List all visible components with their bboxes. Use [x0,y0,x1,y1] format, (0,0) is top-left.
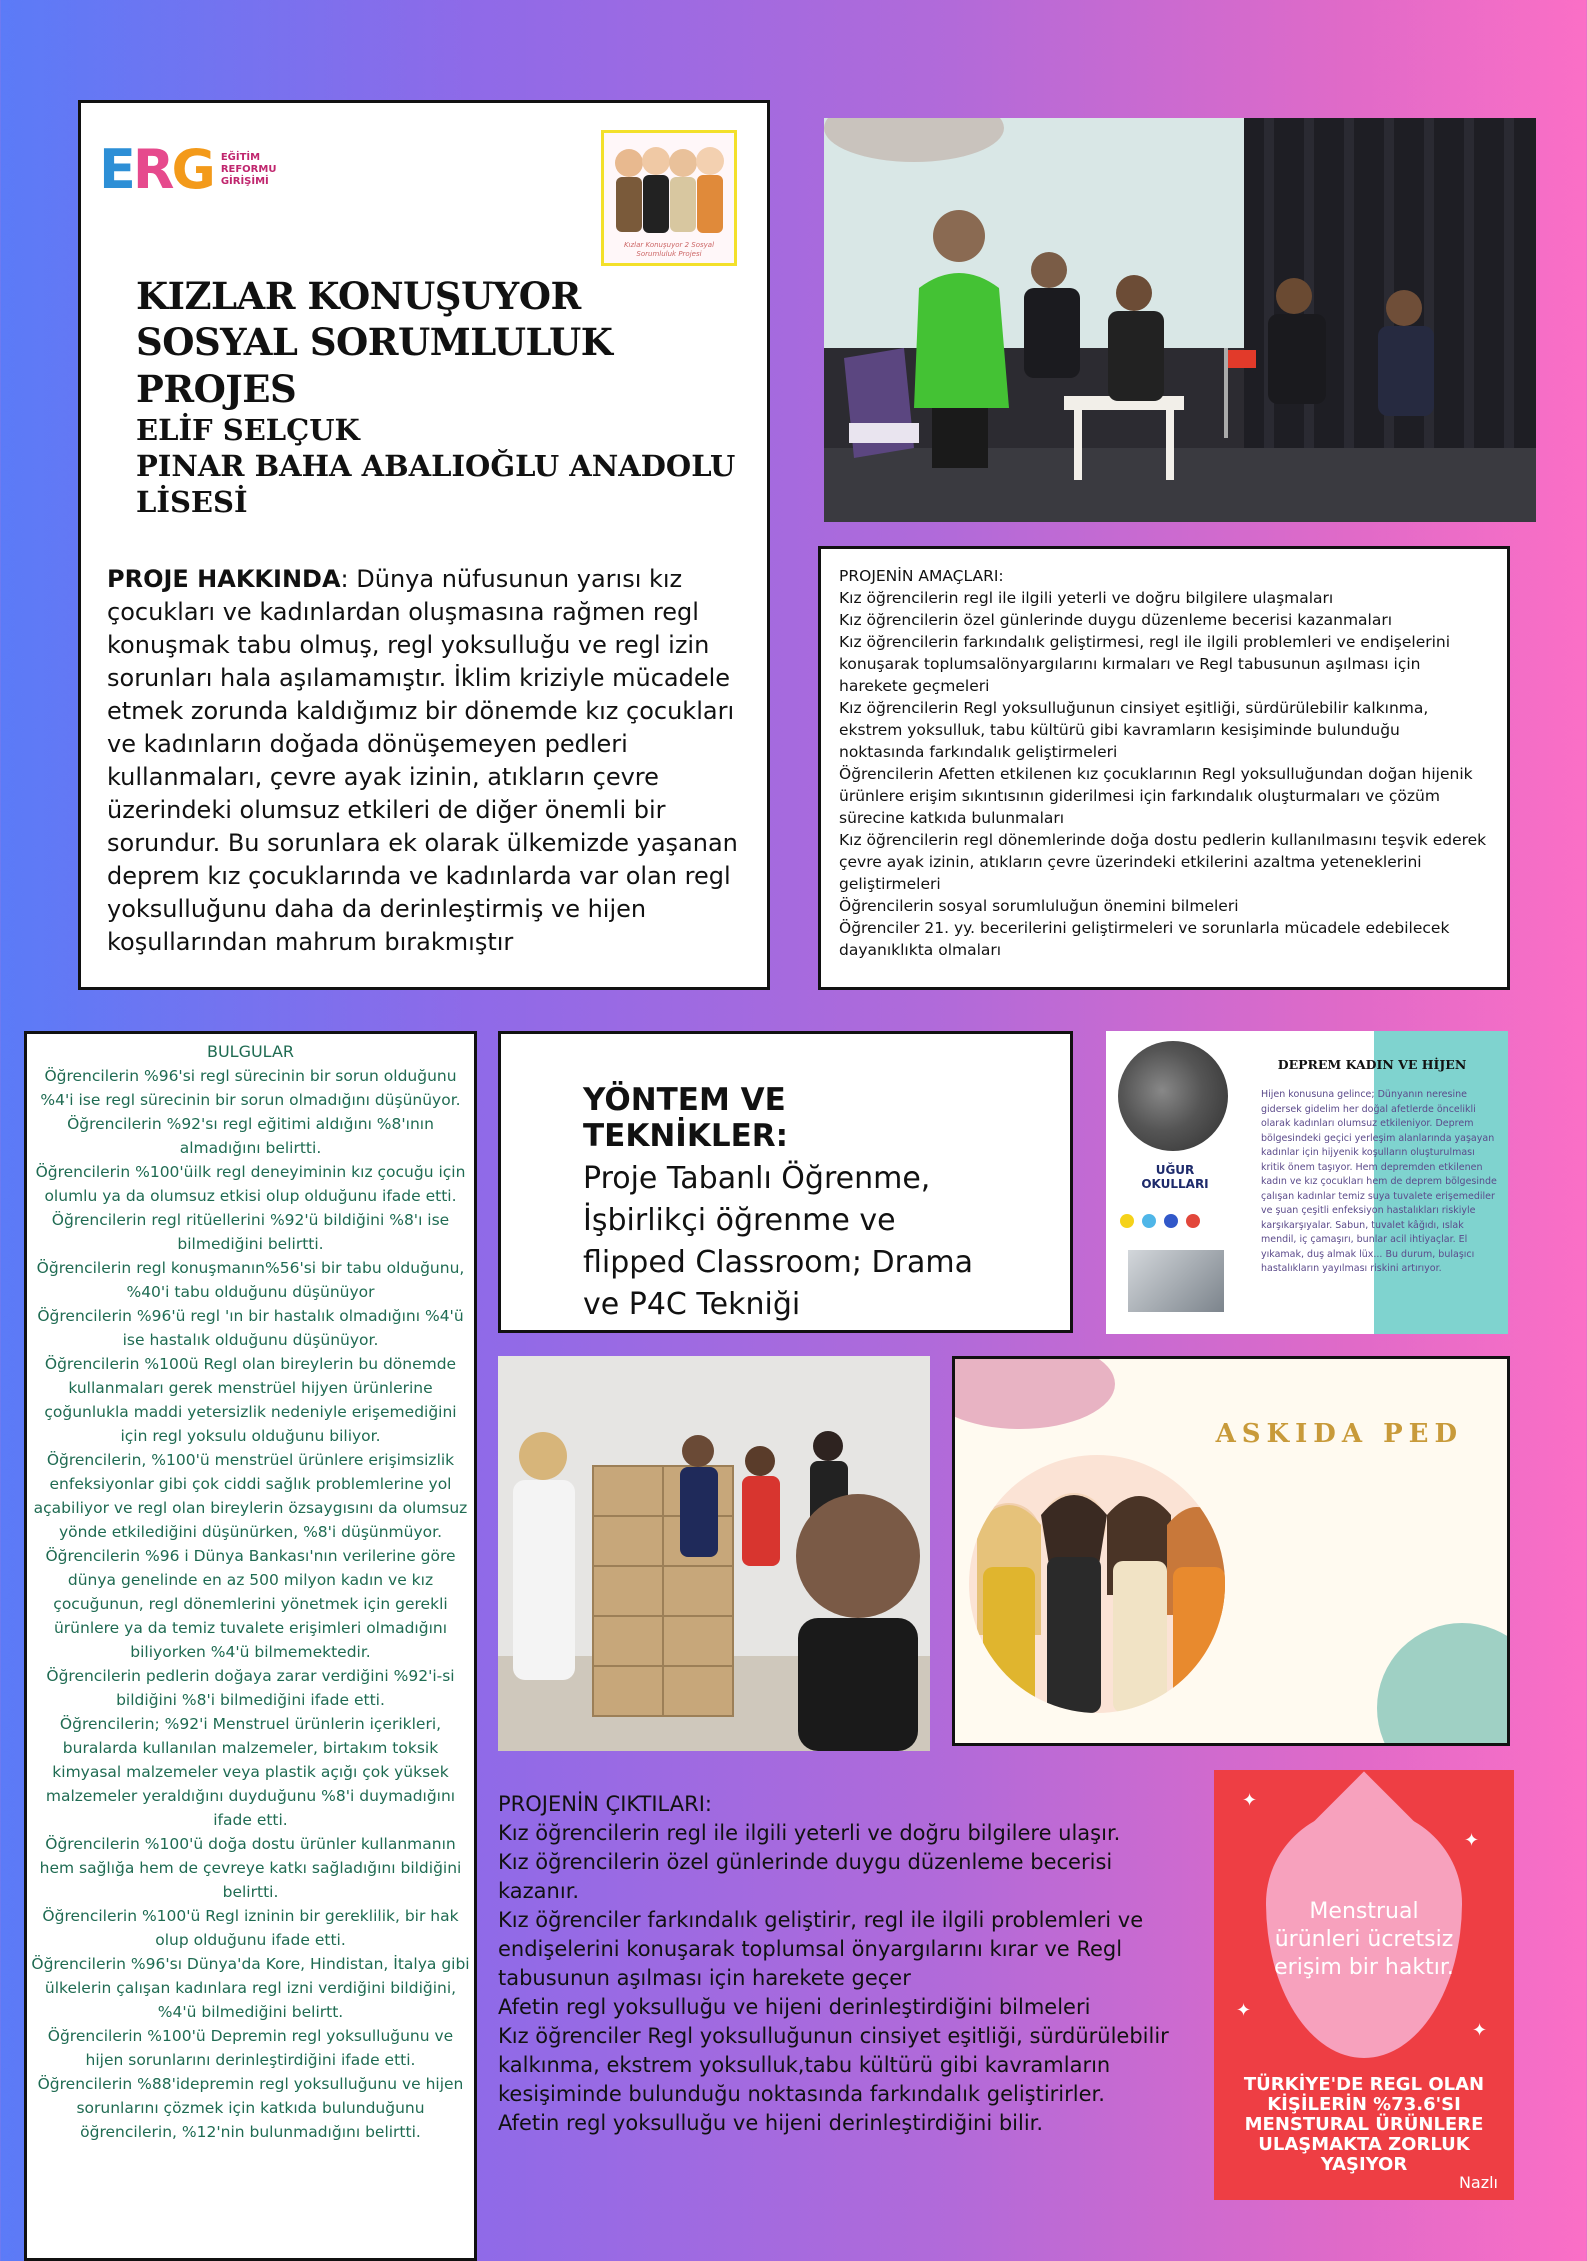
badge-caption: Kızlar Konuşuyor 2 Sosyal Sorumluluk Projesi [623,241,715,258]
output-item: Kız öğrenciler farkındalık geliştirir, regl ile ilgili problemleri ve endişelerini konuşarak toplumsal önyargılarını kırar ve Regl tabusunun aşılması için harekete geçer [498,1908,1144,1990]
project-subtitle: SOSYAL SORUMLULUK PROJES [136,320,613,411]
author-name: ELİF SELÇUK [136,412,360,447]
finding-item: Öğrencilerin %100'ü Depremin regl yoksulluğunu ve hijen sorunlarını derinleştirdiğini ifade etti. [47,2027,454,2069]
objective-item: Öğrenciler 21. yy. becerilerini geliştirmeleri ve sorunlarla mücadele edebilecek dayanıklıkta olmaları [839,919,1450,959]
slide-title: DEPREM KADIN VE HİJEN [1277,1057,1467,1072]
outputs-title: PROJENİN ÇIKTILARI: [498,1792,712,1816]
hygiene-slide [1106,1031,1508,1334]
outputs-section [498,1790,1170,2138]
group-photo-image [498,1356,930,1751]
finding-item: Öğrencilerin %92'sı regl eğitimi aldığını %8'ının almadığını belirtti. [67,1115,434,1157]
slide-body: Hijen konusuna gelince; Dünyanın neresine gidersek gidelim her doğal afetlerde öncelikli olarak kadınları olumsuz etkileniyor. Deprem bölgesindeki geçici yerleşim alanlarında yaşayan kadınlar için hijyenik koşulların oluşturulması kritik önem taşıyor. Hem depremden etkilenen kadın ve kız çocukları hem de deprem bölgesinde çalışan kadınlar temiz suya tuvalete erişemediler ve şuan çeşitli enfeksiyon hastalıkları riskiyle karşıkarşıyalar. Sabun, tuvalet kâğıdı, ıslak mendil, iç çamaşırı, bunlar acil ihtiyaçlar. El yıkamak, duş almak lüx... Bu durum, bulaşıcı hastalıkların yayılması riskini artırıyor. [1261,1089,1497,1274]
project-badge [601,130,737,266]
finding-item: Öğrencilerin; %92'i Menstruel ürünlerin içerikleri, buralarda kullanılan malzemeler, birtakım toksik kimyasal malzemeler veya plastik açığı çok yüksek malzemeler yeraldığını duyduğunu %8'i duymadığını ifade etti. [45,1715,456,1829]
finding-item: Öğrencilerin pedlerin doğaya zarar verdiğini %92'i-si bildiğini %8'i bilmediğini ifade etti. [46,1667,455,1709]
objective-item: Öğrencilerin sosyal sorumluluğun önemini bilmeleri [839,897,1239,915]
finding-item: Öğrencilerin %88'idepremin regl yoksulluğunu ve hijen sorunlarını çözmek için katkıda bulunduğunu öğrencilerin, %12'nin bulunmadığını belirtti. [37,2075,464,2141]
erg-tagline: EĞİTİM REFORMU GİRİŞİMİ [220,152,277,187]
sparkle-icon: ✦ [1464,1830,1480,1851]
poster-message: Menstrual ürünleri ücretsiz erişim bir haktır. [1274,1899,1454,1980]
output-item: Kız öğrencilerin özel günlerinde duygu düzenleme becerisi kazanır. [498,1850,1113,1903]
objective-item: Kız öğrencilerin özel günlerinde duygu düzenleme becerisi kazanmaları [839,611,1393,629]
methods-card [498,1031,1073,1333]
sparkle-icon: ✦ [1472,2020,1488,2041]
color-dots [1120,1214,1200,1228]
objectives-title: PROJENİN AMAÇLARI: [839,567,1004,585]
stage-photo [824,118,1536,522]
dot-icon [1186,1214,1200,1228]
finding-item: Öğrencilerin %96 i Dünya Bankası'nın verilerine göre dünya genelinde en az 500 milyon kadın ve kız çocuğunun, regl dönemlerini yönetmek için gerekli ürünlere ya da temiz tuvalete erişimleri olmadığını biliyorken %4'ü bilmemektedir. [45,1547,456,1661]
finding-item: Öğrencilerin %100'üilk regl deneyiminin kız çocuğu için olumlu ya da olumsuz etkisi olup olduğunu ifade etti. [35,1163,466,1205]
askida-ped-card [952,1356,1510,1746]
methods-title: YÖNTEM VE TEKNİKLER: [583,1082,789,1154]
askida-title: ASKIDA PED [1215,1419,1463,1449]
finding-item: Öğrencilerin regl ritüellerini %92'ü bildiğini %8'ı ise bilmediğini belirtti. [51,1211,450,1253]
objective-item: Öğrencilerin Afetten etkilenen kız çocuklarının Regl yoksulluğundan doğan hijenik ürünlere erişim sıkıntısının giderilmesi için farkındalık oluşturmaları ve çözüm sürecine katkıda bulunmaları [839,765,1473,827]
dot-icon [1142,1214,1156,1228]
findings-card [24,1031,477,2261]
school-logo-label: UĞUR OKULLARI [1141,1163,1209,1191]
about-text: : Dünya nüfusunun yarısı kız çocukları ve kadınlardan oluşmasına rağmen regl konuşmak tabu olmuş, regl yoksulluğu ve regl izin sorunları hala aşılamamıştır. İklim kriziyle mücadele etmek zorunda kaldığımız bir dönemde kız çocukları ve kadınların doğada dönüşemeyen pedleri kullanmaları, çevre ayak izinin, atıkların çevre üzerindeki olumsuz etkileri de diğer önemli bir sorundur. Bu sorunlara ek olarak ülkemizde yaşanan deprem kız çocuklarında ve kadınlarda var olan regl yoksulluğunu daha da derinleştirmiş ve hijen koşullarından mahrum bırakmıştır [107,565,738,956]
finding-item: Öğrencilerin regl konuşmanın%56'si bir tabu olduğunu, %40'i tabu olduğunu düşünüyor [36,1259,465,1301]
stage-photo-image [824,118,1536,522]
sparkle-icon: ✦ [1242,1790,1258,1811]
header-card [78,100,770,990]
dot-icon [1164,1214,1178,1228]
objective-item: Kız öğrencilerin regl ile ilgili yeterli ve doğru bilgilere ulaşmaları [839,589,1334,607]
objective-item: Kız öğrencilerin Regl yoksulluğunun cinsiyet eşitliği, sürdürülebilir kalkınma, ekstrem yoksulluk, tabu kültürü gibi kavramların kesişiminde bulunduğu noktasında farkındalık geliştirmeleri [839,699,1429,761]
about-label: PROJE HAKKINDA [107,565,341,593]
erg-logo-mark: ERG [99,138,213,201]
findings-title: BULGULAR [206,1042,295,1061]
objective-item: Kız öğrencilerin farkındalık geliştirmesi, regl ile ilgili problemleri ve endişelerini konuşarak toplumsalönyargılarını kırmaları ve Regl tabusunun aşılması için harekete geçmeleri [839,633,1451,695]
finding-item: Öğrencilerin %100'ü doğa dostu ürünler kullanmanın hem sağlığa hem de çevreye katkı sağladığını bildiğini belirtti. [39,1835,462,1901]
poster-statistic: TÜRKİYE'DE REGL OLAN KİŞİLERİN %73.6'SI MENSTURAL ÜRÜNLERE ULAŞMAKTA ZORLUK YAŞIYOR [1243,2074,1485,2175]
finding-item: Öğrencilerin, %100'ü menstrüel ürünlere erişimsizlik enfeksiyonlar gibi çok ciddi sağlık problemlerine yol açabiliyor ve regl olan bireylerin özsaygısını da olumsuz yönde etkilediğini düşünürken, %8'i düşünmüyor. [33,1451,468,1541]
about-section [107,563,741,959]
poster-signature: Nazlı [1458,2173,1498,2192]
rubble-photo [1118,1041,1228,1151]
output-item: Kız öğrencilerin regl ile ilgili yeterli ve doğru bilgilere ulaşır. [498,1821,1121,1845]
girls-illustration-icon [604,133,734,243]
sparkle-icon: ✦ [1236,2000,1252,2021]
group-photo [498,1356,930,1751]
decor-blob [952,1356,1115,1429]
title-block [136,273,767,521]
objective-item: Kız öğrencilerin regl dönemlerinde doğa dostu pedlerin kullanılmasını teşvik ederek çevre ayak izinin, atıkların çevre üzerindeki etkilerini azaltma yeteneklerini geliştirmeleri [839,831,1487,893]
project-title: KIZLAR KONUŞUYOR [136,274,581,318]
school-name: PINAR BAHA ABALIOĞLU ANADOLU LİSESİ [136,449,736,520]
finding-item: Öğrencilerin %100ü Regl olan bireylerin bu dönemde kullanmaları gerek menstrüel hijyen ürünlerine çoğunlukla maddi yetersizlik nedeniyle erişemediğini için regl yoksulu olduğunu biliyor. [44,1355,457,1445]
finding-item: Öğrencilerin %96'ü regl 'ın bir hastalık olmadığını %4'ü ise hastalık olduğunu düşünüyor. [37,1307,464,1349]
methods-body: Proje Tabanlı Öğrenme, İşbirlikçi öğrenme ve flipped Classroom; Drama ve P4C Tekniği [583,1161,973,1322]
menstrual-rights-poster [1214,1770,1514,2200]
girls-illustration [969,1455,1225,1713]
output-item: Afetin regl yoksulluğu ve hijeni derinleştirdiğini bilmeleri [498,1995,1091,2019]
finding-item: Öğrencilerin %96'sı Dünya'da Kore, Hindistan, İtalya gibi ülkelerin çalışan kadınlara regl izni verdiğini bildiğini, %4'ü bilmediğini belirtt. [31,1955,470,2021]
output-item: Kız öğrenciler Regl yoksulluğunun cinsiyet eşitliği, sürdürülebilir kalkınma, ekstrem yoksulluk,tabu kültürü gibi kavramların kesişiminde bulunduğu noktasında farkındalık geliştirirler. Afetin regl yoksulluğu ve hijeni derinleştirdiğini bilir. [498,2024,1169,2135]
finding-item: Öğrencilerin %100'ü Regl izninin bir gereklilik, bir hak olup olduğunu ifade etti. [42,1907,459,1949]
objectives-card [818,546,1510,990]
erg-logo [99,138,311,201]
finding-item: Öğrencilerin %96'si regl sürecinin bir sorun olduğunu %4'i ise regl sürecinin bir sorun olmadığını düşünüyor. [40,1067,461,1109]
girls-illustration-icon [969,1455,1225,1713]
decor-blob [1377,1623,1510,1746]
handwashing-photo [1128,1250,1224,1312]
dot-icon [1120,1214,1134,1228]
